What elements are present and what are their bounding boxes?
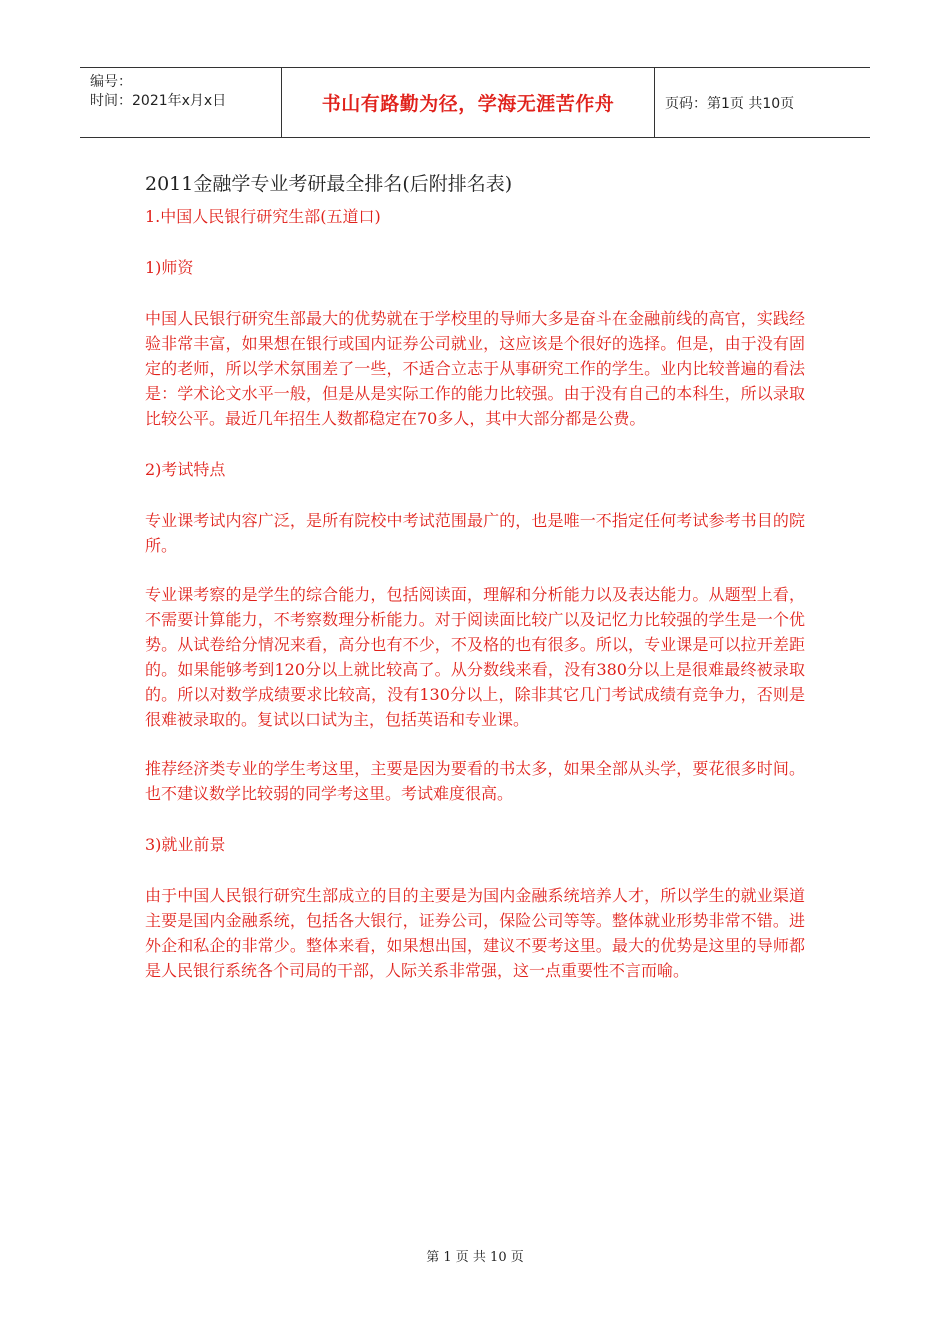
section-heading-faculty: 1)师资 bbox=[145, 258, 194, 277]
header-meta bbox=[80, 68, 282, 137]
document-body bbox=[145, 170, 805, 983]
header-motto: 书山有路勤为径，学海无涯苦作舟 bbox=[282, 68, 655, 137]
date-label: 时间：2021年x月x日 bbox=[90, 93, 227, 109]
paragraph-exam-2: 专业课考察的是学生的综合能力，包括阅读面，理解和分析能力以及表达能力。从题型上看，不需要计算能力，不考察数理分析能力。对于阅读面比较广以及记忆力比较强的学生是一个优势。从试卷给分情况来看，高分也有不少，不及格的也有很多。所以，专业课是可以拉开差距的。如果能够考到120分以上就比较高了。从分数线来看，没有380分以上是很难最终被录取的。所以对数学成绩要求比较高，没有130分以上，除非其它几门考试成绩有竞争力，否则是很难被录取的。复试以口试为主，包括英语和专业课。 bbox=[145, 585, 805, 729]
document-header bbox=[80, 67, 870, 138]
page-footer: 第 1 页 共 10 页 bbox=[426, 1250, 524, 1265]
id-label: 编号： bbox=[90, 74, 132, 90]
section-heading-exam: 2)考试特点 bbox=[145, 460, 226, 479]
header-page-info: 页码：第1页 共10页 bbox=[665, 95, 795, 112]
paragraph-faculty: 中国人民银行研究生部最大的优势就在于学校里的导师大多是奋斗在金融前线的高官，实践经验非常丰富，如果想在银行或国内证券公司就业，这应该是个很好的选择。但是，由于没有固定的老师，所以学术氛围差了一些，不适合立志于从事研究工作的学生。业内比较普遍的看法是：学术论文水平一般，但是从是实际工作的能力比较强。由于没有自己的本科生，所以录取比较公平。最近几年招生人数都稳定在70多人，其中大部分都是公费。 bbox=[145, 309, 805, 428]
document-title: 2011金融学专业考研最全排名(后附排名表) bbox=[145, 173, 513, 195]
paragraph-exam-1: 专业课考试内容广泛，是所有院校中考试范围最广的，也是唯一不指定任何考试参考书目的院所。 bbox=[145, 511, 805, 555]
paragraph-career: 由于中国人民银行研究生部成立的目的主要是为国内金融系统培养人才，所以学生的就业渠道主要是国内金融系统，包括各大银行，证券公司，保险公司等等。整体就业形势非常不错。进外企和私企的非常少。整体来看，如果想出国，建议不要考这里。最大的优势是这里的导师都是人民银行系统各个司局的干部，人际关系非常强，这一点重要性不言而喻。 bbox=[145, 886, 805, 980]
section-heading-career: 3)就业前景 bbox=[145, 835, 226, 854]
paragraph-exam-3: 推荐经济类专业的学生考这里，主要是因为要看的书太多，如果全部从头学，要花很多时间。也不建议数学比较弱的同学考这里。考试难度很高。 bbox=[145, 759, 805, 803]
institution-heading: 1.中国人民银行研究生部(五道口) bbox=[145, 207, 381, 226]
